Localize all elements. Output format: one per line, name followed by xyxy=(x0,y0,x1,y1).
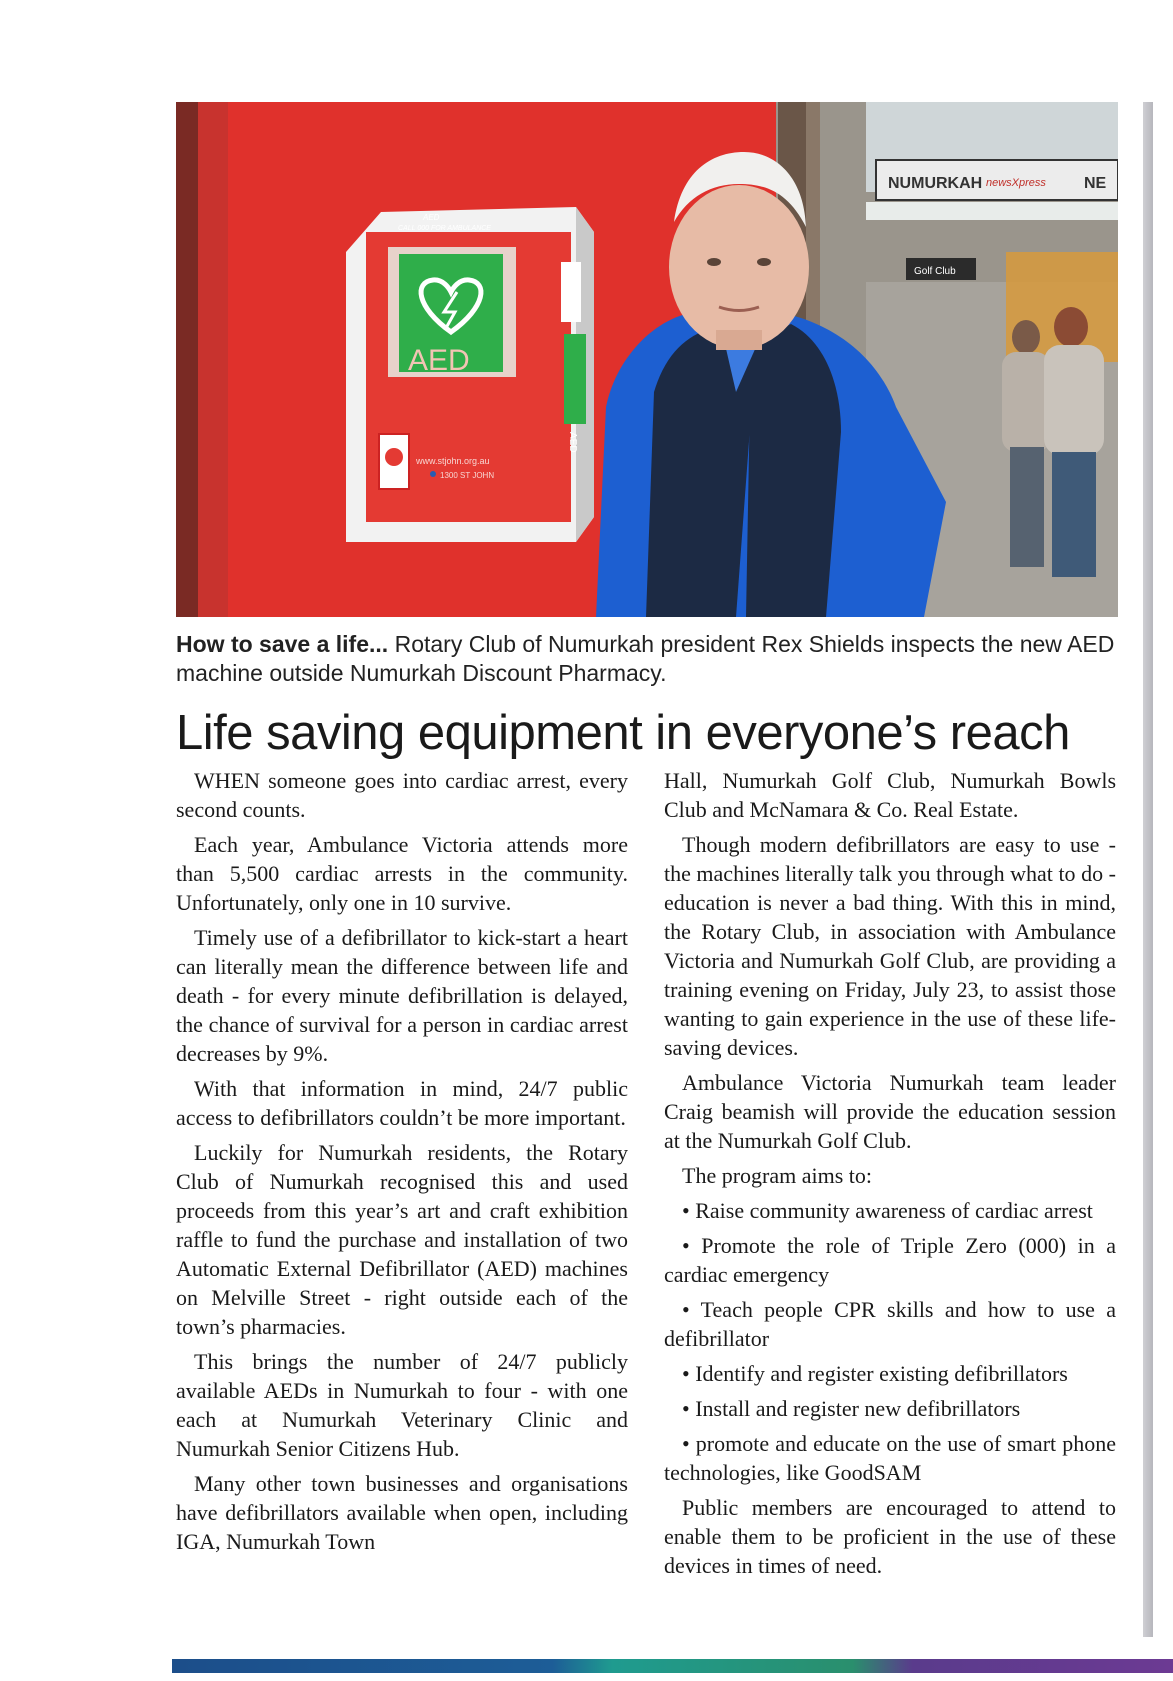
shop-sign-tail: NE xyxy=(1084,175,1107,192)
aed-phone-text: 1300 ST JOHN xyxy=(440,471,495,480)
article-photo xyxy=(176,102,1118,617)
paragraph: Timely use of a defibrillator to kick-start a heart can literally mean the difference between life and death - for every minute defibrillation is delayed, the chance of survival for a person in cardiac arrest decreases by 9%. xyxy=(176,925,628,1066)
shop-sign-brand: newsXpress xyxy=(986,177,1046,189)
aed-box-call-label: CALL 000 FOR AMBULANCE xyxy=(398,225,491,232)
paragraph: Luckily for Numurkah residents, the Rotary Club of Numurkah recognised this and used proceeds from this year’s art and craft exhibition raffle to fund the purchase and installation of two Automatic External Defibrillator (AED) machines on Melville Street - right outside each of the town’s pharmacies. xyxy=(176,1140,628,1339)
paragraph: Many other town businesses and organisations have defibrillators available when open, including IGA, Numurkah Town xyxy=(176,1471,628,1554)
paragraph: WHEN someone goes into cardiac arrest, every second counts. xyxy=(176,768,628,822)
paragraph: Public members are encouraged to attend to enable them to be proficient in the use of these devices in times of need. xyxy=(664,1495,1116,1578)
aed-photo-illustration xyxy=(176,102,1118,617)
aed-logo-text: AED xyxy=(408,344,470,377)
paragraph-continuation: Hall, Numurkah Golf Club, Numurkah Bowls Club and McNamara & Co. Real Estate. xyxy=(664,768,1116,822)
paragraph: The program aims to: xyxy=(682,1163,873,1188)
aed-box-top-label: AED xyxy=(423,213,440,222)
bullet-item: • Install and register new defibrillators xyxy=(682,1396,1021,1421)
article-column-right xyxy=(664,766,1116,1586)
photo-caption xyxy=(176,630,1126,688)
shop-sign-text: NUMURKAH xyxy=(888,175,983,192)
right-margin-rule xyxy=(1143,102,1153,1637)
headline: Life saving equipment in everyone’s reach xyxy=(176,706,1070,760)
bullet-item: • promote and educate on the use of smart phone technologies, like GoodSAM xyxy=(664,1431,1116,1485)
golf-sign-text: Golf Club xyxy=(914,266,956,277)
bullet-item: • Teach people CPR skills and how to use a defibrillator xyxy=(664,1297,1116,1351)
aed-side-label: AED xyxy=(567,432,578,453)
paragraph: This brings the number of 24/7 publicly available AEDs in Numurkah to four - with one each at Numurkah Veterinary Clinic and Numurkah Senior Citizens Hub. xyxy=(176,1349,628,1461)
bullet-item: • Identify and register existing defibrillators xyxy=(682,1361,1068,1386)
bullet-item: • Raise community awareness of cardiac arrest xyxy=(682,1198,1093,1223)
caption-lead: How to save a life... xyxy=(176,631,389,657)
bottom-color-bar xyxy=(172,1659,1173,1673)
caption-text: Rotary Club of Numurkah president Rex Shields inspects the new AED machine outside Numurkah Discount Pharmacy. xyxy=(176,631,1115,686)
bullet-item: • Promote the role of Triple Zero (000) in a cardiac emergency xyxy=(664,1233,1116,1287)
paragraph: Though modern defibrillators are easy to use - the machines literally talk you through what to do - education is never a bad thing. With this in mind, the Rotary Club, in association with Ambulance Victoria and Numurkah Golf Club, are providing a training evening on Friday, July 23, to assist those wanting to gain experience in the use of these life-saving devices. xyxy=(664,832,1116,1060)
paragraph: Each year, Ambulance Victoria attends more than 5,500 cardiac arrests in the community. Unfortunately, only one in 10 survive. xyxy=(176,832,628,915)
aed-website-text: www.stjohn.org.au xyxy=(416,456,490,466)
paragraph: Ambulance Victoria Numurkah team leader Craig beamish will provide the education session at the Numurkah Golf Club. xyxy=(664,1070,1116,1153)
article-column-left xyxy=(176,766,628,1562)
paragraph: With that information in mind, 24/7 public access to defibrillators couldn’t be more important. xyxy=(176,1076,628,1130)
